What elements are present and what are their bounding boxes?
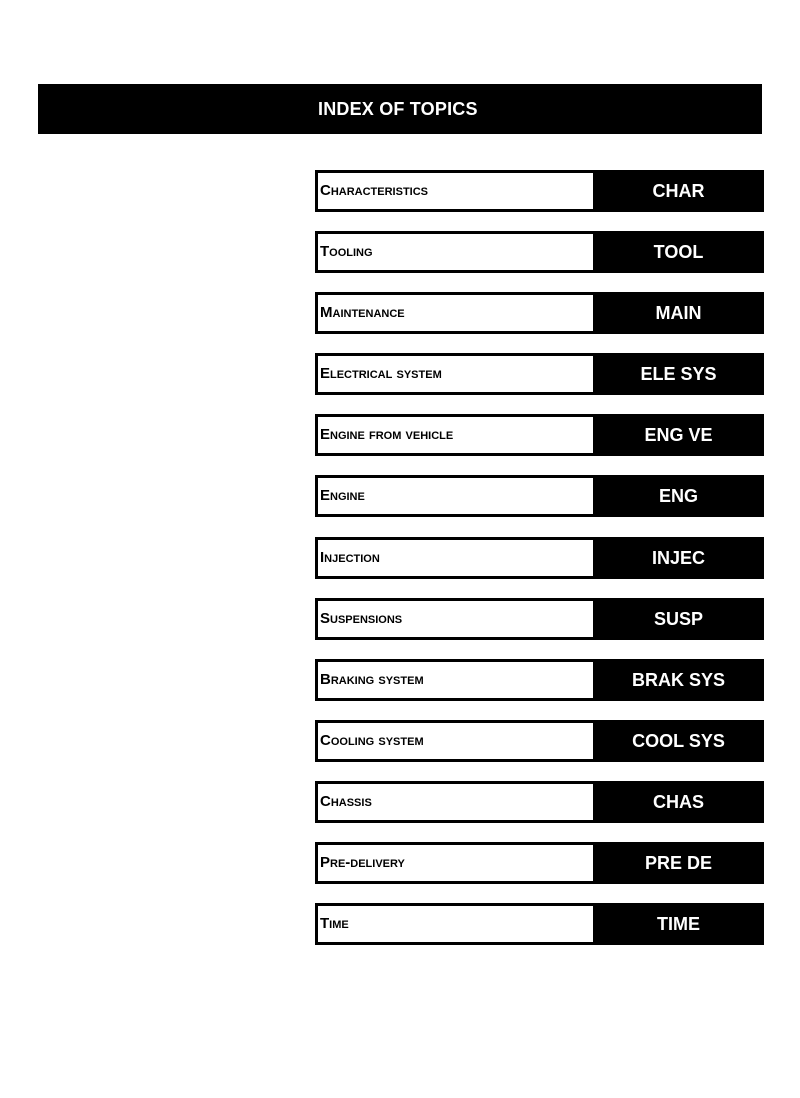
topic-code-tab[interactable]: PRE DE [593, 842, 764, 884]
topic-code-tab[interactable]: INJEC [593, 537, 764, 579]
topic-name: Engine from vehicle [320, 426, 454, 444]
topic-name: Suspensions [320, 609, 403, 627]
topic-index-list [315, 170, 764, 964]
topic-name: Tooling [320, 243, 373, 261]
topic-name: Maintenance [320, 304, 405, 322]
topic-name: Pre-delivery [320, 854, 405, 872]
topic-code-tab[interactable]: TIME [593, 903, 764, 945]
topic-row-engine-from-vehicle[interactable] [315, 414, 764, 456]
topic-name: Cooling system [320, 731, 424, 749]
topic-row-maintenance[interactable] [315, 292, 764, 334]
topic-row-electrical-system[interactable] [315, 353, 764, 395]
topic-code-tab[interactable]: BRAK SYS [593, 659, 764, 701]
topic-row-characteristics[interactable] [315, 170, 764, 212]
topic-row-suspensions[interactable] [315, 598, 764, 640]
topic-code-tab[interactable]: CHAS [593, 781, 764, 823]
topic-row-braking-system[interactable] [315, 659, 764, 701]
topic-name: Characteristics [320, 182, 429, 199]
topic-code-tab[interactable]: TOOL [593, 231, 764, 273]
topic-code-tab[interactable]: COOL SYS [593, 720, 764, 762]
topic-row-injection[interactable] [315, 537, 764, 579]
topic-row-cooling-system[interactable] [315, 720, 764, 762]
topic-row-time[interactable] [315, 903, 764, 945]
topic-code-tab[interactable]: ELE SYS [593, 353, 764, 395]
page-title: INDEX OF TOPICS [318, 99, 478, 119]
topic-name: Injection [320, 548, 380, 566]
topic-row-tooling[interactable] [315, 231, 764, 273]
topic-name: Chassis [320, 792, 372, 810]
topic-code-tab[interactable]: MAIN [593, 292, 764, 334]
topic-code-tab[interactable]: ENG [593, 475, 764, 517]
topic-code-tab[interactable]: SUSP [593, 598, 764, 640]
header-bar [38, 84, 762, 134]
topic-code-tab[interactable]: ENG VE [593, 414, 764, 456]
topic-name: Electrical system [320, 365, 442, 383]
topic-row-chassis[interactable] [315, 781, 764, 823]
topic-row-pre-delivery[interactable] [315, 842, 764, 884]
topic-name: Braking system [320, 670, 424, 688]
topic-code-tab[interactable]: CHAR [593, 170, 764, 212]
topic-row-engine[interactable] [315, 475, 764, 517]
topic-name: Engine [320, 487, 365, 505]
topic-name: Time [320, 915, 349, 933]
